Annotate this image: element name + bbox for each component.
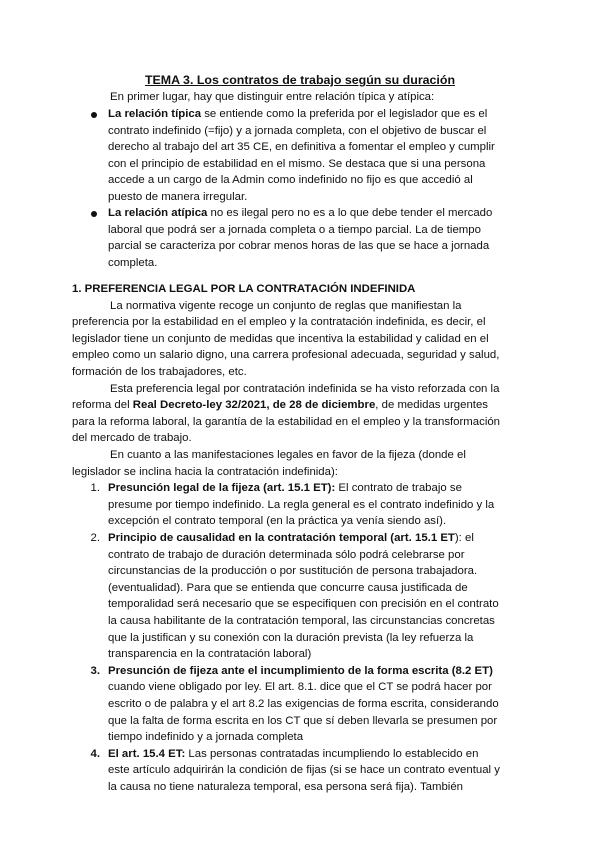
bullet-1-first-line: La relación típica se entiende como la preferida por el legislador que es el	[108, 108, 488, 120]
bullet-1-line: contrato indefinido (=fijo) y a jornada completa, con el objetivo de buscar el	[108, 124, 487, 137]
list-item-1-bold: Presunción legal de la fijeza (art. 15.1 ET):	[108, 482, 336, 495]
paragraph-line: para la reforma laboral, la garantía de la estabilidad en el empleo y la transformación	[72, 415, 501, 428]
list-item-line: la causa habilitante de la contratación temporal, las circunstancias concretas	[108, 615, 495, 627]
paragraph-line-with-bold: reforma del Real Decreto-ley 32/2021, de 28 de diciembre, de medidas urgentes	[72, 399, 488, 412]
section-heading: 1. PREFERENCIA LEGAL POR LA CONTRATACIÓN INDEFINIDA	[72, 283, 416, 295]
list-item-line: este artículo adquirirán la condición de fijas (si se hace un contrato eventual y	[108, 764, 500, 777]
paragraph-line: preferencia por la estabilidad en el empleo y la contratación indefinida, es decir, el	[72, 316, 486, 329]
paragraph-line: del mercado de trabajo.	[72, 432, 192, 445]
bullet-1-line: derecho al trabajo del art 35 CE, en definitiva a fomentar el empleo y cumplir	[108, 141, 495, 154]
list-item-4-bold: El art. 15.4 ET:	[108, 747, 186, 760]
bullet-1-line: con el principio de estabilidad en el mismo. Se destaca que si una persona	[108, 157, 486, 170]
decree-reference: Real Decreto-ley 32/2021, de 28 de diciembre	[132, 399, 376, 412]
list-number: 4.	[90, 747, 100, 760]
bullet-2-line: parcial se caracteriza por cobrar menos horas de las que se hace a jornada	[108, 240, 490, 253]
bullet-2-line: laboral que podrá ser a jornada completa o a tiempo parcial. La de tiempo	[108, 223, 481, 236]
bullet-2-bold: La relación atípica	[108, 207, 208, 219]
list-item-line: que la justifican y su conexión con la duración prevista (la ley refuerza la	[108, 631, 474, 644]
list-item-line: temporalidad será necesario que se especifiquen con precisión en el contrato	[108, 598, 499, 611]
bullet-1-bold: La relación típica	[108, 108, 202, 120]
list-item-line: circunstancias de la producción o por sustitución de persona trabajadora.	[108, 565, 478, 578]
list-item-line: la causa no tiene naturaleza temporal, esa persona será fija). También	[108, 781, 464, 793]
list-item-line: excepción el contrato temporal (en la práctica ya venía siendo así).	[108, 515, 447, 528]
paragraph-line: Esta preferencia legal por contratación indefinida se ha visto reforzada con la	[110, 382, 500, 395]
list-item-line: (eventualidad). Para que se entienda que concurre causa justificada de	[108, 581, 468, 594]
bullet-icon	[91, 211, 97, 217]
paragraph-line: empleo como un salario digno, una carrera profesional adecuada, seguridad y salud,	[72, 349, 500, 362]
list-item-1-first-line: Presunción legal de la fijeza (art. 15.1 ET): El contrato de trabajo se	[108, 482, 462, 495]
list-item-3-bold: Presunción de fijeza ante el incumplimiento de la forma escrita (8.2 ET)	[108, 664, 493, 677]
list-item-line: transparencia en la contratación laboral)	[108, 648, 312, 661]
bullet-1-line: puesto de manera irregular.	[108, 191, 248, 203]
list-item-2-first-line: Principio de causalidad en la contratación temporal (art. 15.1 ET): el	[108, 532, 474, 544]
list-item-2-bold: Principio de causalidad en la contratación temporal (art. 15.1 ET	[108, 532, 455, 544]
intro-text: En primer lugar, hay que distinguir entre relación típica y atípica:	[110, 91, 435, 103]
list-item-line: que la falta de forma escrita en los CT que sí deben llevarla se presumen por	[108, 714, 498, 727]
list-item-line: presume por tiempo indefinido. La regla general es el contrato indefinido y la	[108, 498, 495, 511]
list-item-line: cuando viene obligado por ley. El art. 8.1. dice que el CT se podrá hacer por	[108, 681, 492, 694]
list-item-3-first-line	[108, 663, 493, 680]
paragraph-line: La normativa vigente recoge un conjunto de reglas que manifiestan la	[110, 299, 462, 312]
bullet-2-line: completa.	[108, 256, 158, 269]
list-item-line: contrato de trabajo de duración determinada sólo podrá celebrarse por	[108, 548, 465, 561]
list-number: 2.	[90, 532, 100, 544]
bullet-2-first-line: La relación atípica no es ilegal pero no es a lo que debe tender el mercado	[108, 207, 493, 219]
paragraph-line: En cuanto a las manifestaciones legales en favor de la fijeza (donde el	[110, 449, 466, 461]
paragraph-line: formación de los trabajadores, etc.	[72, 366, 247, 378]
paragraph-line: legislador tiene un conjunto de medidas que incentiva la estabilidad y calidad en el	[72, 332, 489, 345]
paragraph-line: legislador se inclina hacia la contratación indefinida):	[72, 465, 338, 478]
bullet-1-line: accede a un cargo de la Admin como indefinido no fijo es que accedió al	[108, 174, 473, 187]
bullet-icon	[91, 112, 97, 118]
list-number: 1.	[90, 482, 100, 495]
list-item-line: tiempo indefinido y a jornada completa	[108, 731, 304, 744]
page-title: TEMA 3. Los contratos de trabajo según su duración	[144, 73, 456, 87]
list-item-4-first-line: El art. 15.4 ET: Las personas contratadas incumpliendo lo establecido en	[108, 747, 479, 760]
list-number: 3.	[90, 664, 100, 677]
list-item-line: escrito o de palabra y el art 8.2 las exigencias de forma escrita, considerando	[108, 698, 499, 710]
